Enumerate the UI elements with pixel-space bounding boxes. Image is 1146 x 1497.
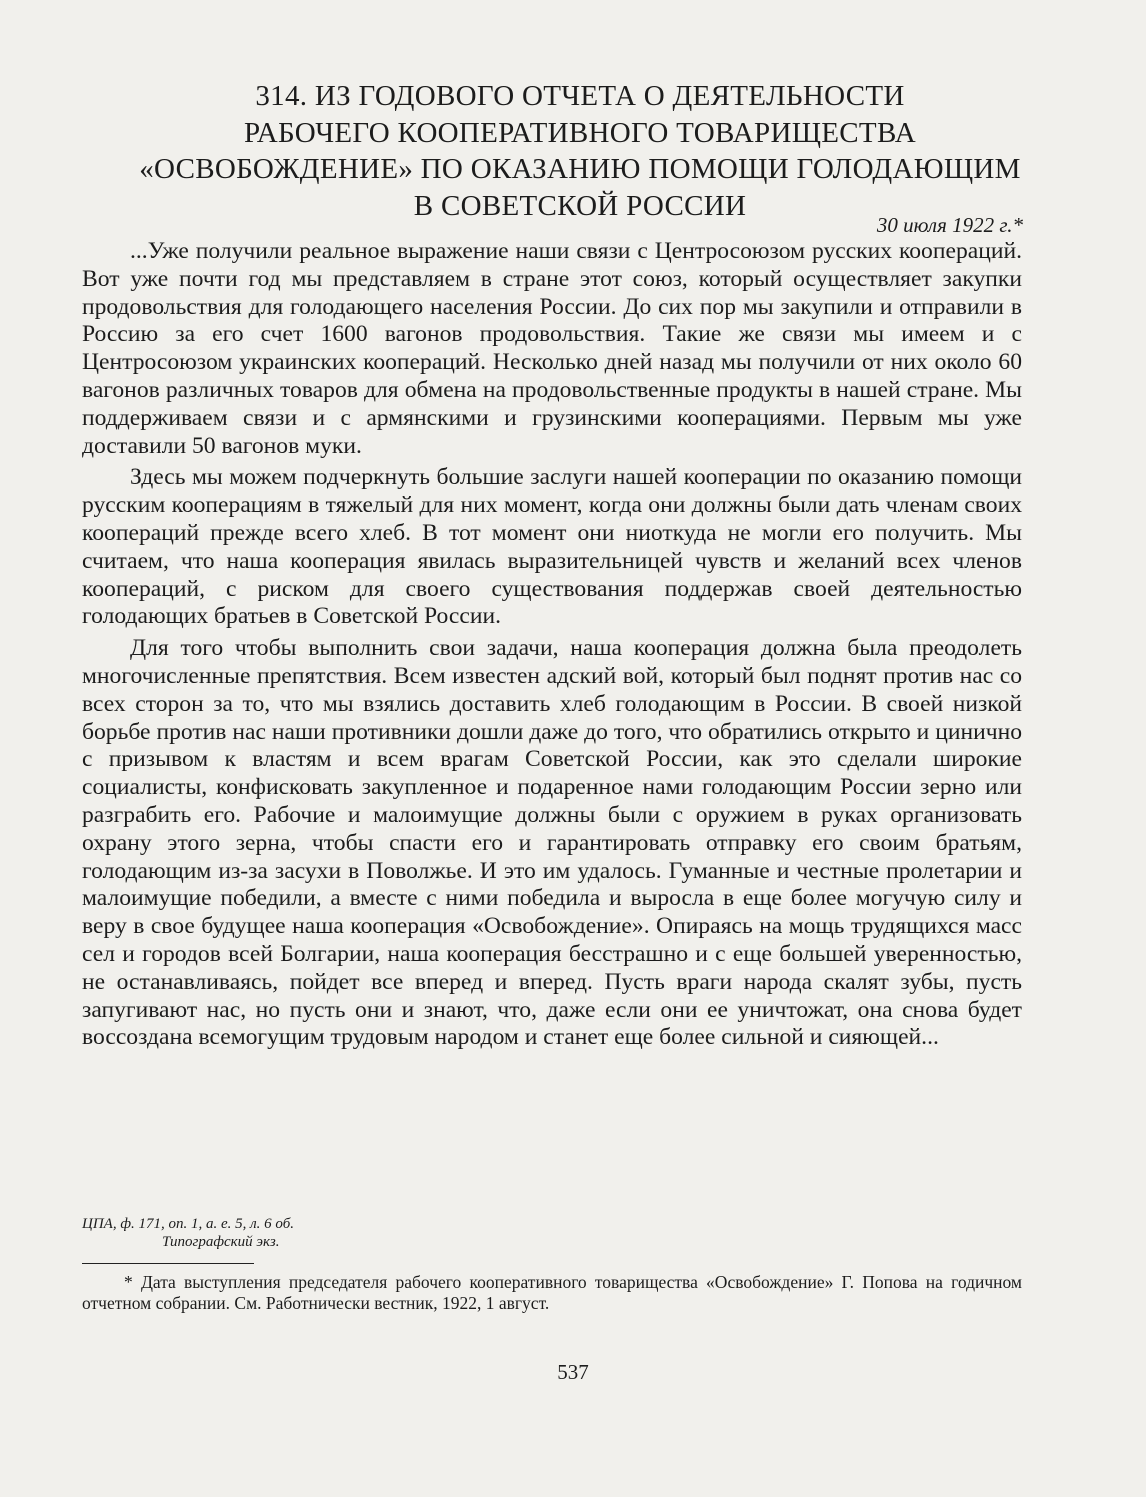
footnote-divider <box>82 1263 254 1264</box>
title-line: В СОВЕТСКОЙ РОССИИ <box>413 189 747 222</box>
title-line: РАБОЧЕГО КООПЕРАТИВНОГО ТОВАРИЩЕСТВА <box>243 116 917 149</box>
document-date: 30 июля 1922 г.* <box>876 213 1023 237</box>
body-paragraph: Для того чтобы выполнить свои задачи, наша кооперация должна была преодолеть многочисленные препятствия. Всем известен адский вой, который был поднят против нас со всех сторон за то, что мы взялись доставить хлеб голодающим в России. В своей низкой борьбе против нас наши противники дошли даже до того, что обратились открыто и цинично с призывом к властям и всем врагам Советской России, как это сделали широкие социалисты, конфисковать закупленное и подаренное нами голодающим России зерно или разграбить его. Рабочие и малоимущие должны были с оружием в руках организовать охрану этого зерна, чтобы спасти его и гарантировать отправку его своим братьям, голодающим из-за засухи в Поволжье. И это им удалось. Гуманные и честные пролетарии и малоимущие победили, а вместе с ними победила и выросла в еще более могучую силу и веру в свое будущее наша кооперация «Освобождение». Опираясь на мощь трудящихся масс сел и городов всей Болгарии, наша кооперация бесстрашно и с еще большей уверенностью, не останавливаясь, пойдет все вперед и вперед. Пусть враги народа скалят зубы, пусть запугивают нас, но пусть они и знают, что, даже если они ее уничтожат, она снова будет воссоздана всемогущим трудовым народом и станет еще более сильной и сияющей... <box>82 635 1022 1051</box>
title-line: 314. ИЗ ГОДОВОГО ОТЧЕТА О ДЕЯТЕЛЬНОСТИ <box>255 80 905 112</box>
page-number: 537 <box>557 1360 589 1384</box>
footnote: * Дата выступления председателя рабочего кооперативного товарищества «Освобождение» Г. Попова на годичном отчетном собрании. См. Работнически вестник, 1922, 1 август. <box>82 1272 1022 1313</box>
archive-source <box>82 1215 294 1251</box>
archive-reference: ЦПА, ф. 171, оп. 1, а. е. 5, л. 6 об. <box>82 1216 295 1232</box>
body-paragraph: ...Уже получили реальное выражение наши связи с Центросоюзом русских коопераций. Вот уже почти год мы представляем в стране этот союз, который осуществляет закупки продовольствия для голодающего населения России. До сих пор мы закупили и отправили в Россию за его счет 1600 вагонов продовольствия. Такие же связи мы имеем и с Центросоюзом украинских коопераций. Несколько дней назад мы получили от них около 60 вагонов различных товаров для обмена на продовольственные продукты в нашей стране. Мы поддерживаем связи и с армянскими и грузинскими кооперациями. Первым мы уже доставили 50 вагонов муки. <box>82 238 1022 459</box>
body-paragraph: Здесь мы можем подчеркнуть большие заслуги нашей кооперации по оказанию помощи русским кооперациям в тяжелый для них момент, когда они должны были дать членам своих коопераций прежде всего хлеб. В тот момент они ниоткуда не могли его получить. Мы считаем, что наша кооперация явилась выразительницей чувств и желаний всех членов коопераций, с риском для своего существования поддержав своей деятельностью голодающих братьев в Советской России. <box>82 464 1022 630</box>
document-title <box>120 78 1040 224</box>
document-body <box>82 238 1022 1052</box>
archive-copy-type: Типографский экз. <box>162 1234 280 1250</box>
title-line: «ОСВОБОЖДЕНИЕ» ПО ОКАЗАНИЮ ПОМОЩИ ГОЛОДАЮЩИМ <box>139 153 1021 185</box>
